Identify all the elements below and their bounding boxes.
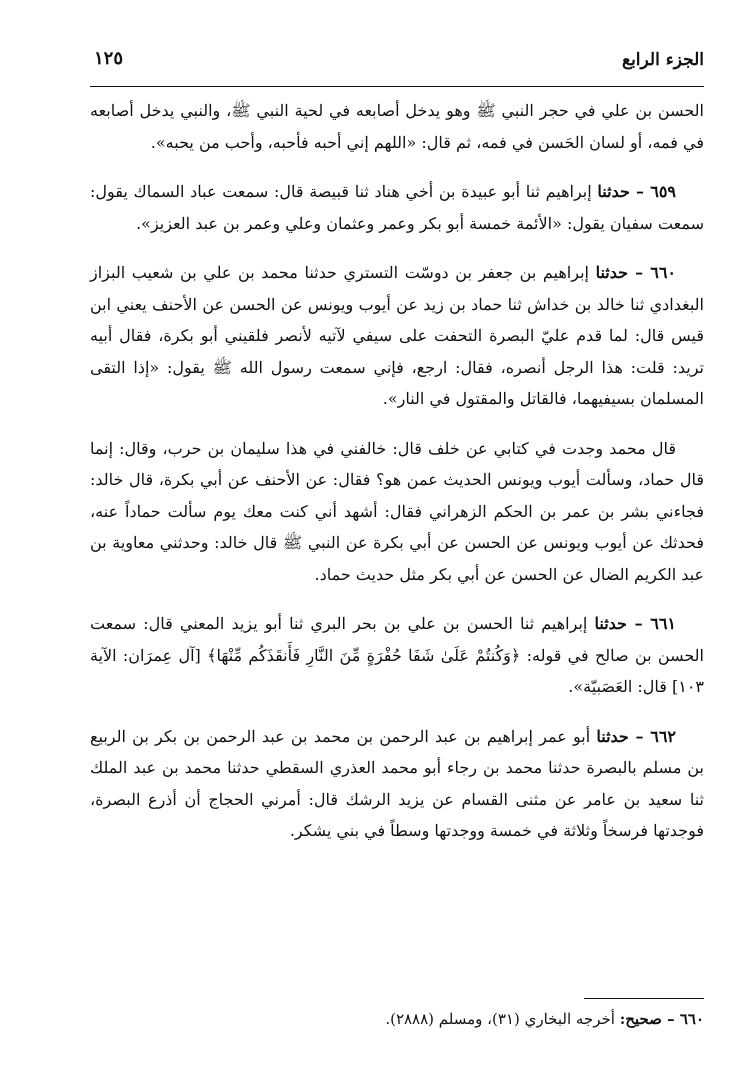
hadith-number: ٦٦٢ – حدثنا bbox=[596, 726, 677, 746]
paragraph-text: إبراهيم بن جعفر بن دوسّت التستري حدثنا محمد بن علي بن شعيب البزاز البغدادي ثنا خالد بن خداش ثنا حماد بن زيد عن أيوب ويونس عن الحسن عن الأحنف يعني ابن قيس قال: لما قدم عليّ البصرة التحفت على سيفي لآتيه لأنصر فلقيني أبو بكرة، فقال أبيه تريد: قلت: هذا الرجل أنصره، فقال: ارجع، فإني سمعت رسول الله ﷺ يقول: «إذا التقى المسلمان بسيفيهما، فالقاتل والمقتول في النار». bbox=[90, 263, 705, 408]
paragraph-text: الحسن بن علي في حجر النبي ﷺ وهو يدخل أصابعه في لحية النبي ﷺ، والنبي يدخل أصابعه في فمه، أو لسان الحَسن في فمه، ثم قال: «اللهم إني أحبه فأحبه، وأحب من يحبه». bbox=[90, 101, 704, 152]
hadith-paragraph bbox=[90, 608, 704, 703]
paragraph bbox=[90, 95, 704, 158]
hadith-paragraph bbox=[90, 257, 704, 415]
hadith-paragraph bbox=[90, 176, 704, 239]
paragraph bbox=[90, 433, 704, 591]
running-title: الجزء الرابع bbox=[622, 50, 704, 70]
hadith-number: ٦٦١ – حدثنا bbox=[594, 614, 676, 633]
main-text bbox=[90, 95, 704, 847]
page-number: ١٢٥ bbox=[94, 48, 124, 69]
footnote-label: ٦٦٠ – صحيح: bbox=[619, 1010, 704, 1028]
page-header bbox=[90, 40, 704, 87]
hadith-number: ٦٦٠ – حدثنا bbox=[595, 263, 676, 282]
footnote-divider bbox=[584, 998, 704, 999]
hadith-number: ٦٥٩ – حدثنا bbox=[597, 182, 676, 201]
paragraph-text: أبو عمر إبراهيم بن عبد الرحمن بن محمد بن عبد الرحمن بن بكر بن الربيع بن مسلم بالبصرة حدثنا محمد بن رجاء أبو محمد العذري السقطي حدثنا محمد بن عبد الملك ثنا سعيد بن عامر عن مثنى القسام عن يزيد الرشك قال: أمرني الحجاج أن أذرع البصرة، فوجدتها فرسخاً وثلاثة في خمسة ووجدتها وسطاً في بني يشكر. bbox=[90, 726, 704, 840]
footnote bbox=[90, 1006, 704, 1032]
book-page bbox=[90, 40, 704, 1060]
paragraph-text: قال محمد وجدت في كتابي عن خلف قال: خالفني في هذا سليمان بن حرب، وقال: إنما قال حماد، وسألت أيوب ويونس الحديث عمن هو؟ فقال: عن الأحنف عن أبي بكرة، قال خالد: فجاءني بشر بن عمر بن الحكم الزهراني فقال: أشهد أني كنت معك يوم سألت حماداً عنه، فحدثك عن أيوب ويونس عن الحسن عن أبي بكرة عن النبي ﷺ قال خالد: وحدثني معاوية بن عبد الكريم الضال عن الحسن عن أبي بكر مثل حديث حماد. bbox=[90, 438, 704, 584]
hadith-paragraph bbox=[90, 721, 704, 847]
paragraph-text: إبراهيم ثنا أبو عبيدة بن أخي هناد ثنا قبيصة قال: سمعت عباد السماك يقول: سمعت سفيان يقول: «الأئمة خمسة أبو بكر وعمر وعثمان وعلي وعمر بن عبد العزيز». bbox=[90, 182, 704, 233]
paragraph-text: إبراهيم ثنا الحسن بن علي بن بحر البري ثنا أبو يزيد المعني قال: سمعت الحسن بن صالح في قوله: ﴿وَكُنتُمْ عَلَىٰ شَفَا حُفْرَةٍ مِّنَ النَّارِ فَأَنقَذَكُم مِّنْهَا﴾ [آل عِمرَان: الآية ١٠٣] قال: العَصَبيّة». bbox=[90, 614, 704, 696]
footnote-text: أخرجه البخاري (٣١)، ومسلم (٢٨٨٨). bbox=[385, 1010, 620, 1028]
